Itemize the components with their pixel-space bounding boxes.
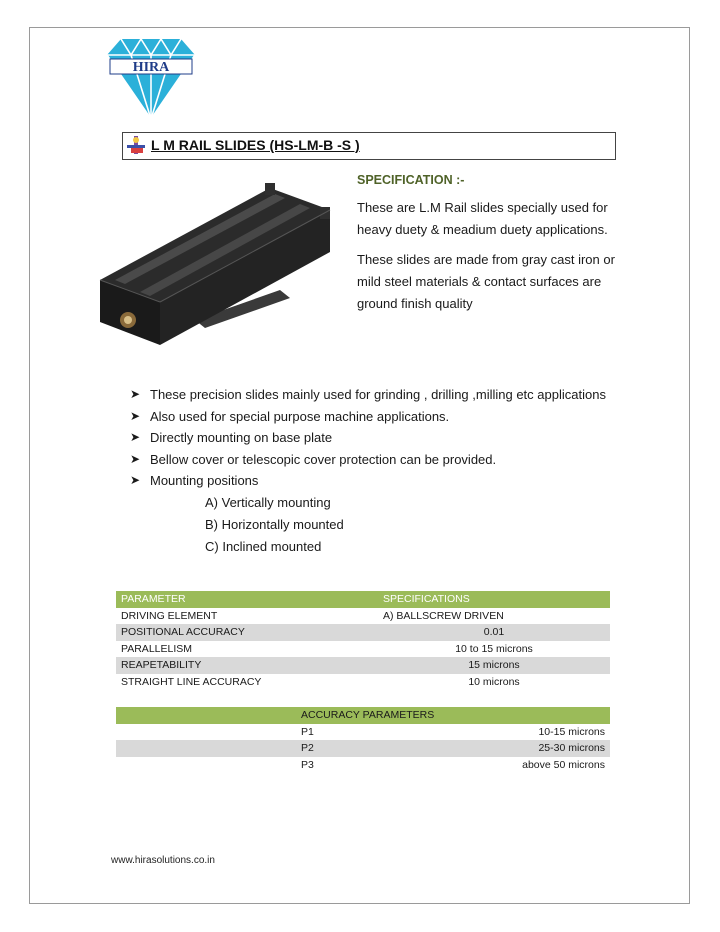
table-cell: A) BALLSCREW DRIVEN <box>383 609 504 622</box>
table-cell: 10-15 microns <box>538 725 605 738</box>
table-cell: P2 <box>296 740 416 757</box>
table-row <box>116 657 610 674</box>
feature-list <box>130 384 610 558</box>
list-item: ➤ Also used for special purpose machine applications. <box>130 406 610 428</box>
spec-paragraph: These slides are made from gray cast iron or mild steel materials & contact surfaces are ground finish quality <box>357 252 615 311</box>
table-row <box>116 641 610 658</box>
table-row <box>116 724 610 741</box>
accuracy-table-title: ACCURACY PARAMETERS <box>296 707 610 724</box>
table-cell: REAPETABILITY <box>116 657 378 674</box>
list-item: ➤ Bellow cover or telescopic cover protection can be provided. <box>130 449 610 471</box>
list-item: ➤ These precision slides mainly used for grinding , drilling ,milling etc applications <box>130 384 610 406</box>
logo-text: HIRA <box>132 60 170 75</box>
arrow-bullet-icon: ➤ <box>130 451 141 466</box>
title-box <box>122 132 616 160</box>
parameter-table <box>116 591 610 690</box>
table-cell: P1 <box>301 725 314 738</box>
table-cell: above 50 microns <box>522 758 605 771</box>
list-item: ➤ Directly mounting on base plate <box>130 427 610 449</box>
mounting-position-item: B) Horizontally mounted <box>205 516 344 532</box>
column-header: SPECIFICATIONS <box>378 591 610 608</box>
table-cell: POSITIONAL ACCURACY <box>116 624 378 641</box>
list-item: ➤ Mounting positions <box>130 470 610 492</box>
specification-heading: SPECIFICATION :- <box>357 173 465 187</box>
table-cell: STRAIGHT LINE ACCURACY <box>121 675 262 688</box>
table-header-row <box>116 707 610 724</box>
spec-paragraph: These are L.M Rail slides specially used for heavy duety & meadium duety applications. <box>357 200 608 237</box>
table-row <box>116 608 610 625</box>
table-cell: 10 to 15 microns <box>455 642 533 655</box>
arrow-bullet-icon: ➤ <box>130 387 141 401</box>
table-cell: 25-30 microns <box>416 740 610 757</box>
table-cell: 10 microns <box>468 675 520 688</box>
table-row <box>116 624 610 641</box>
table-row <box>116 757 610 774</box>
column-header: PARAMETER <box>116 591 378 608</box>
arrow-bullet-icon: ➤ <box>130 408 141 423</box>
table-row <box>116 740 610 757</box>
table-cell: 15 microns <box>378 657 610 674</box>
arrow-bullet-icon: ➤ <box>130 430 141 444</box>
footer-website: www.hirasolutions.co.in <box>111 855 215 866</box>
rail-slide-product-image <box>95 180 340 350</box>
table-cell: PARALLELISM <box>121 642 193 655</box>
specification-section <box>357 170 617 315</box>
table-row <box>116 674 610 691</box>
mounting-position-item: A) Vertically mounting <box>205 494 331 510</box>
table-cell: DRIVING ELEMENT <box>121 609 218 622</box>
table-cell: 0.01 <box>378 624 610 641</box>
mounting-position-item: C) Inclined mounted <box>205 538 322 554</box>
diamond-logo-icon <box>107 37 195 119</box>
accuracy-table <box>116 707 610 773</box>
table-cell: P3 <box>301 758 314 771</box>
table-header-row <box>116 591 610 608</box>
page-title: L M RAIL SLIDES (HS-LM-B -S ) <box>151 137 360 153</box>
arrow-bullet-icon: ➤ <box>130 473 141 487</box>
bullet-marker-icon <box>127 136 147 156</box>
